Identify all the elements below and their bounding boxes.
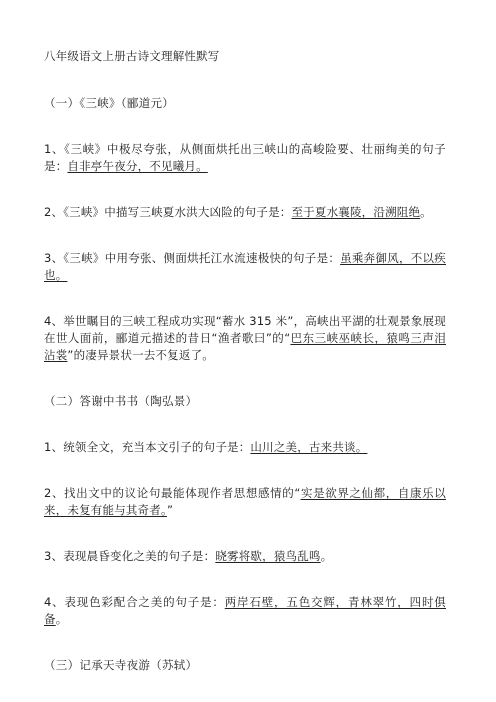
answer-text: 巴东三峡巫峡长，猿鸣三声泪沾裳 bbox=[44, 331, 446, 362]
question-item bbox=[44, 141, 446, 175]
question-text: 1、统领全文，充当本文引子的句子是： bbox=[44, 440, 251, 454]
question-item bbox=[44, 548, 446, 565]
question-item bbox=[44, 485, 446, 519]
question-text: 1、《三峡》中极尽夸张，从侧面烘托出三峡山的高峻险要、壮丽绚美的句子是： bbox=[44, 142, 446, 173]
question-text: 4、表现色彩配合之美的句子是： bbox=[44, 595, 225, 609]
question-text: 2、找出文中的议论句最能体现作者思想感情的“ bbox=[44, 486, 301, 500]
question-text: 3、表现晨昏变化之美的句子是： bbox=[44, 549, 216, 563]
question-text: 3、《三峡》中用夸张、侧面烘托江水流速极快的句子是： bbox=[44, 251, 341, 265]
question-item bbox=[44, 313, 446, 364]
answer-text: 至于夏水襄陵，沿溯阻绝 bbox=[291, 205, 421, 219]
answer-text: 晓雾将歇，猿鸟乱鸣 bbox=[215, 549, 321, 563]
question-tail: ”的凄异景状一去不复返了。 bbox=[67, 348, 214, 362]
answer-text: 虽乘奔御风，不以疾也。 bbox=[44, 251, 446, 282]
answer-text: 山川之美，古来共谈。 bbox=[250, 440, 368, 454]
question-tail: ” bbox=[166, 503, 174, 517]
question-item bbox=[44, 594, 446, 628]
question-tail: 。 bbox=[420, 205, 432, 219]
answer-text: 两岸石壁，五色交辉，青林翠竹，四时俱备 bbox=[44, 595, 446, 626]
question-tail: 。 bbox=[55, 612, 68, 626]
question-item bbox=[44, 204, 446, 221]
question-text: 2、《三峡》中描写三峡夏水洪大凶险的句子是： bbox=[44, 205, 292, 219]
answer-text: 自非亭午夜分，不见曦月。 bbox=[67, 159, 208, 173]
question-text: 4、举世瞩目的三峡工程成功实现“蓄水 315 米”，高峡出平湖的壮观景象展现在世人面前，郦道元描述的昔日“渔者歌曰”的“ bbox=[44, 314, 446, 345]
section-heading-sanxia: （一）《三峡》（郦道元） bbox=[44, 96, 175, 110]
section-heading-cts: （三）记承天寺夜游（苏轼） bbox=[44, 658, 198, 672]
question-tail: 。 bbox=[320, 549, 333, 563]
question-item bbox=[44, 250, 446, 284]
question-item bbox=[44, 439, 446, 456]
answer-text: 实是欲界之仙都，自康乐以来，未复有能与其奇者。 bbox=[44, 486, 446, 517]
document-title: 八年级语文上册古诗文理解性默写 bbox=[44, 49, 220, 63]
section-heading-dxzs: （二）答谢中书书（陶弘景） bbox=[44, 394, 198, 408]
